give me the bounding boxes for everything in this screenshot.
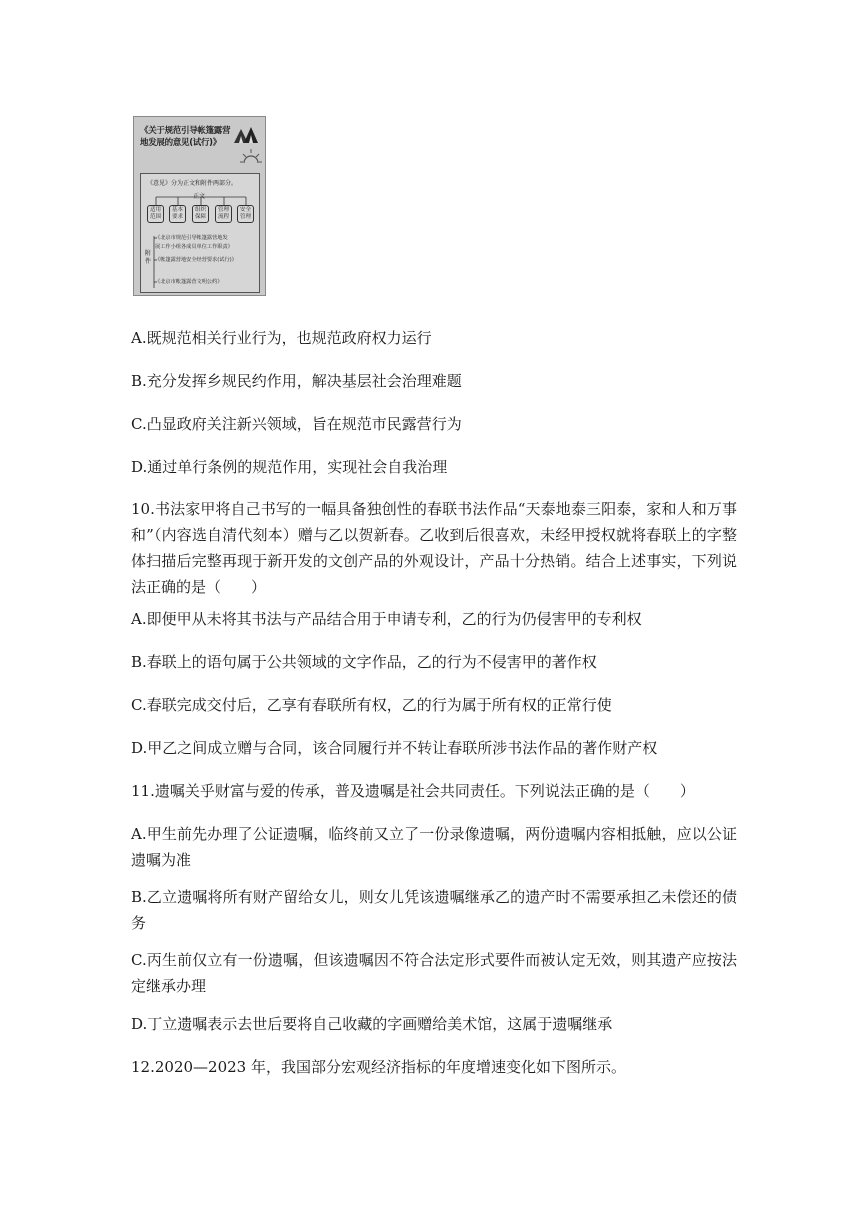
q11-option-b: B.乙立遗嘱将所有财产留给女儿，则女儿凭该遗嘱继承乙的遗产时不需要承担乙未偿还的债务 bbox=[131, 888, 737, 932]
q11-option-d: D.丁立遗嘱表示去世后要将自己收藏的字画赠给美术馆，这属于遗嘱继承 bbox=[131, 1015, 613, 1033]
figure-attachment-label: 附件 bbox=[145, 250, 152, 265]
figure-cell: 基本要求 bbox=[169, 205, 186, 223]
q10-option-d: D.甲乙之间成立赠与合同，该合同履行并不转让春联所涉书法作品的著作财产权 bbox=[131, 739, 658, 757]
q9-option-a: A.既规范相关行业行为，也规范政府权力运行 bbox=[131, 329, 432, 347]
q10-option-b: B.春联上的语句属于公共领域的文字作品，乙的行为不侵害甲的著作权 bbox=[131, 653, 597, 671]
figure-cell: 适用范围 bbox=[147, 205, 164, 223]
policy-figure bbox=[133, 116, 266, 296]
q9-option-b: B.充分发挥乡规民约作用，解决基层社会治理难题 bbox=[131, 372, 462, 390]
q12-stem: 12.2020—2023 年，我国部分宏观经济指标的年度增速变化如下图所示。 bbox=[131, 1058, 626, 1076]
q9-option-c: C.凸显政府关注新兴领域，旨在规范市民露营行为 bbox=[131, 415, 462, 433]
figure-cell: 组织保障 bbox=[192, 205, 209, 223]
figure-main-label: 正文 bbox=[193, 193, 206, 200]
sun-icon bbox=[240, 147, 262, 169]
figure-attachment: 《北京市规范引导帐篷露营地发 bbox=[155, 235, 228, 241]
figure-attachment: 《帐篷露营地安全经营要求(试行)》 bbox=[155, 257, 237, 263]
q9-option-d: D.通过单行条例的规范作用，实现社会自我治理 bbox=[131, 458, 448, 476]
q11-option-a: A.甲生前先办理了公证遗嘱，临终前又立了一份录像遗嘱，两份遗嘱内容相抵触，应以公证遗嘱为准 bbox=[131, 825, 737, 869]
figure-cell: 安全管理 bbox=[237, 205, 254, 223]
tent-icon bbox=[233, 123, 259, 145]
figure-structure-box bbox=[140, 173, 260, 293]
q11-option-c: C.丙生前仅立有一份遗嘱，但该遗嘱因不符合法定形式要件而被认定无效，则其遗产应按法定继承办理 bbox=[131, 951, 737, 995]
q10-option-c: C.春联完成交付后，乙享有春联所有权，乙的行为属于所有权的正常行使 bbox=[131, 696, 612, 714]
figure-attachment: 《北京市帐篷露营文明公约》 bbox=[155, 279, 223, 285]
q10-option-a: A.即便甲从未将其书法与产品结合用于申请专利，乙的行为仍侵害甲的专利权 bbox=[131, 610, 642, 628]
figure-title: 《关于规范引导帐篷露营地发展的意见(试行)》 bbox=[140, 126, 231, 148]
figure-attachment: 展工作小组各成员单位工作职责》 bbox=[155, 244, 233, 250]
figure-summary: 《意见》分为正文和附件两部分。 bbox=[147, 180, 238, 187]
q10-stem: 10.书法家甲将自己书写的一幅具备独创性的春联书法作品“天泰地泰三阳泰，家和人和万事和”（内容选自清代刻本）赠与乙以贺新春。乙收到后很喜欢，未经甲授权就将春联上的字整体扫描后完整再现于新开发的文创产品的外观设计，产品十分热销。结合上述事实，下列说法正确的是（ ） bbox=[131, 500, 737, 596]
q11-stem: 11.遗嘱关乎财富与爱的传承，普及遗嘱是社会共同责任。下列说法正确的是（ ） bbox=[131, 782, 695, 800]
figure-cell: 管理流程 bbox=[215, 205, 232, 223]
